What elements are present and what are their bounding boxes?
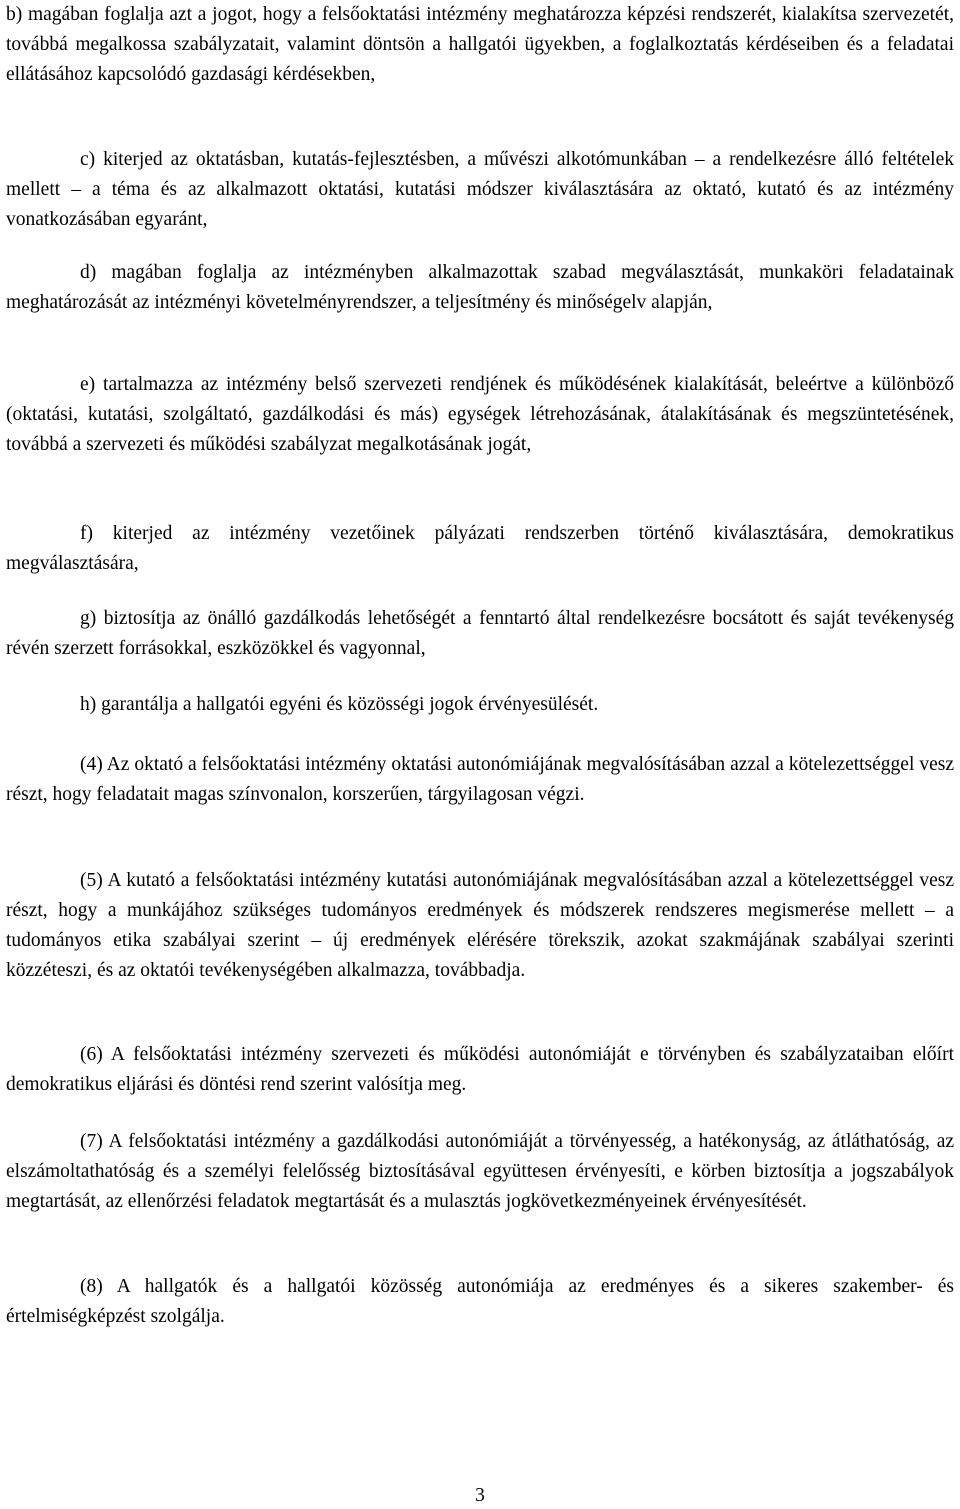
section-8-paragraph: (8) A hallgatók és a hallgatói közösség autonómiája az eredményes és a sikeres szakember- és értelmiségképzést szolgálja. xyxy=(6,1276,954,1327)
paragraph-g: g) biztosítja az önálló gazdálkodás lehetőségét a fenntartó által rendelkezésre bocsátott és saját tevékenység révén szerzett forrásokkal, eszközökkel és vagyonnal, xyxy=(6,608,954,659)
paragraph-b: b) magában foglalja azt a jogot, hogy a felsőoktatási intézmény meghatározza képzési rendszerét, kialakítsa szervezetét, továbbá megalkossa szabályzatait, valamint döntsön a hallgatói ügyekben, a foglalkoztatás kérdéseiben és a feladatai ellátásához kapcsolódó gazdasági kérdésekben, xyxy=(6,4,954,85)
section-4-paragraph: (4) Az oktató a felsőoktatási intézmény oktatási autonómiájának megvalósításában azzal a kötelezettséggel vesz részt, hogy feladatait magas színvonalon, korszerűen, tárgyilagosan végzi. xyxy=(6,754,954,805)
paragraph-c: c) kiterjed az oktatásban, kutatás-fejlesztésben, a művészi alkotómunkában – a rendelkezésre álló feltételek mellett – a téma és az alkalmazott oktatási, kutatási módszer kiválasztására az oktató, kutató és az intézmény vonatkozásában egyaránt, xyxy=(6,149,954,230)
paragraph-e: e) tartalmazza az intézmény belső szervezeti rendjének és működésének kialakítását, beleértve a különböző (oktatási, kutatási, szolgáltató, gazdálkodási és más) egységek létrehozásának, átalakításának és megszüntetésének, továbbá a szervezeti és működési szabályzat megalkotásának jogát, xyxy=(6,374,954,455)
page-number: 3 xyxy=(475,1485,485,1506)
section-7-paragraph: (7) A felsőoktatási intézmény a gazdálkodási autonómiáját a törvényesség, a hatékonyság, az átláthatóság, az elszámoltathatóság és a személyi felelősség biztosításával együttesen érvényesíti, e körben biztosítja a jogszabályok megtartását, az ellenőrzési feladatok megtartását és a mulasztás jogkövetkezményeinek érvényesítését. xyxy=(6,1131,954,1212)
paragraph-d: d) magában foglalja az intézményben alkalmazottak szabad megválasztását, munkaköri feladatainak meghatározását az intézményi követelményrendszer, a teljesítmény és minőségelv alapján, xyxy=(6,262,954,313)
paragraph-f: f) kiterjed az intézmény vezetőinek pályázati rendszerben történő kiválasztására, demokratikus megválasztására, xyxy=(6,523,954,574)
paragraph-h: h) garantálja a hallgatói egyéni és közösségi jogok érvényesülését. xyxy=(80,694,599,715)
section-6-paragraph: (6) A felsőoktatási intézmény szervezeti és működési autonómiáját e törvényben és szabályzataiban előírt demokratikus eljárási és döntési rend szerint valósítja meg. xyxy=(6,1044,954,1095)
section-5-paragraph: (5) A kutató a felsőoktatási intézmény kutatási autonómiájának megvalósításában azzal a kötelezettséggel vesz részt, hogy a munkájához szükséges tudományos eredmények és módszerek rendszeres megismerése mellett – a tudományos etika szabályai szerint – új eredmények elérésére törekszik, azokat szakmájának szabályai szerinti közzéteszi, és az oktatói tevékenységében alkalmazza, továbbadja. xyxy=(6,870,954,981)
